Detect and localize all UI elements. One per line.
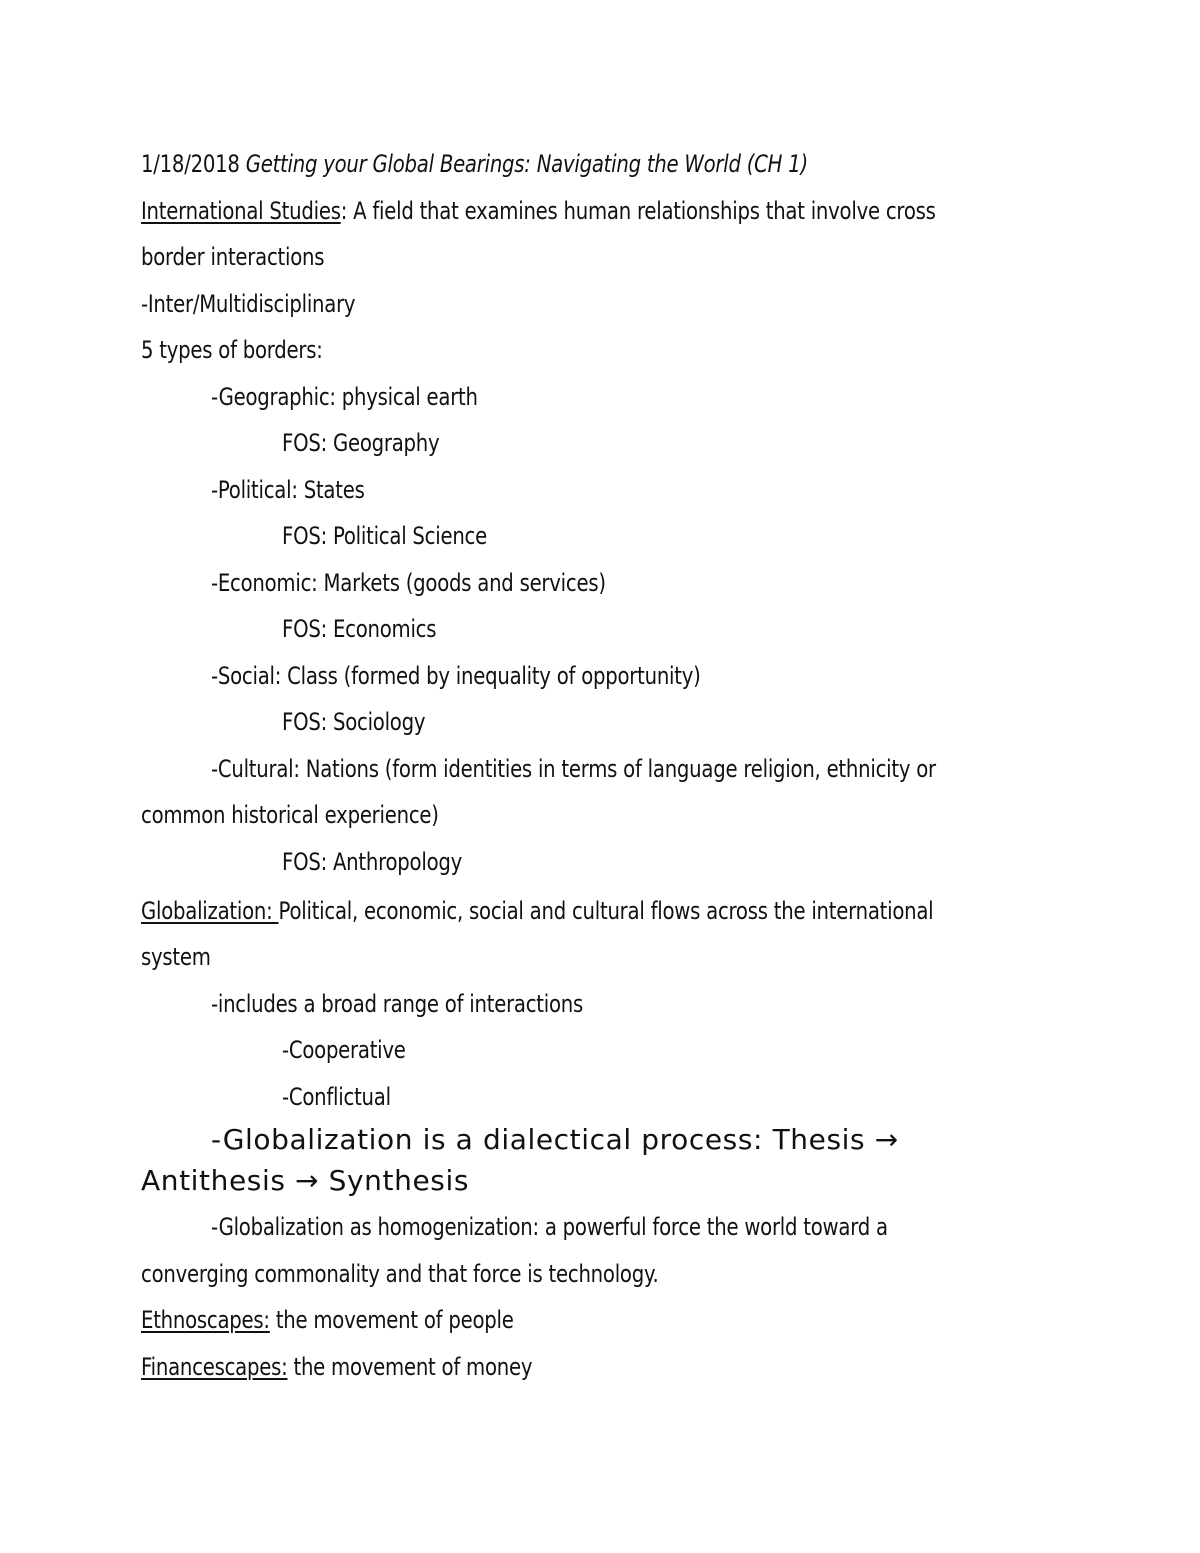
fos-economics: FOS: Economics <box>282 615 437 643</box>
globalization-includes: -includes a broad range of interactions <box>211 990 584 1018</box>
globalization-line <box>141 894 933 928</box>
heading-line <box>141 147 808 181</box>
intl-studies-line <box>141 194 936 228</box>
intl-studies-def-cont: border interactions <box>141 243 325 271</box>
borders-title: 5 types of borders: <box>141 336 323 364</box>
globalization-def: Political, economic, social and cultural flows across the international <box>278 897 934 925</box>
ethnoscapes-term: Ethnoscapes: <box>141 1306 270 1334</box>
heading-title: Getting your Global Bearings: Navigating the World (CH 1) <box>245 150 808 178</box>
intl-studies-def: : A field that examines human relationships that involve cross <box>340 197 936 225</box>
globalization-def-cont: system <box>141 943 211 971</box>
border-cultural: -Cultural: Nations (form identities in terms of language religion, ethnicity or <box>211 755 936 783</box>
fos-sociology: FOS: Sociology <box>282 708 426 736</box>
fos-geography: FOS: Geography <box>282 429 440 457</box>
dialectic-line-cont: Antithesis → Synthesis <box>141 1164 470 1197</box>
border-political: -Political: States <box>211 476 365 504</box>
intl-studies-term: International Studies <box>141 197 341 225</box>
heading-date: 1/18/2018 <box>141 150 240 178</box>
financescapes-line <box>141 1350 532 1384</box>
inter-line: -Inter/Multidisciplinary <box>141 290 356 318</box>
globalization-term: Globalization: <box>141 897 279 925</box>
border-geographic: -Geographic: physical earth <box>211 383 478 411</box>
border-economic: -Economic: Markets (goods and services) <box>211 569 606 597</box>
ethnoscapes-def: the movement of people <box>269 1306 514 1334</box>
fos-anthropology: FOS: Anthropology <box>282 848 463 876</box>
border-cultural-cont: common historical experience) <box>141 801 439 829</box>
fos-political: FOS: Political Science <box>282 522 487 550</box>
interaction-conflictual: -Conflictual <box>282 1083 391 1111</box>
border-social: -Social: Class (formed by inequality of opportunity) <box>211 662 701 690</box>
ethnoscapes-line <box>141 1303 514 1337</box>
financescapes-def: the movement of money <box>287 1353 533 1381</box>
homogenization-line-cont: converging commonality and that force is technology. <box>141 1260 659 1288</box>
financescapes-term: Financescapes: <box>141 1353 288 1381</box>
homogenization-line: -Globalization as homogenization: a powerful force the world toward a <box>211 1213 888 1241</box>
dialectic-line: -Globalization is a dialectical process: Thesis → <box>211 1123 899 1156</box>
interaction-cooperative: -Cooperative <box>282 1036 406 1064</box>
